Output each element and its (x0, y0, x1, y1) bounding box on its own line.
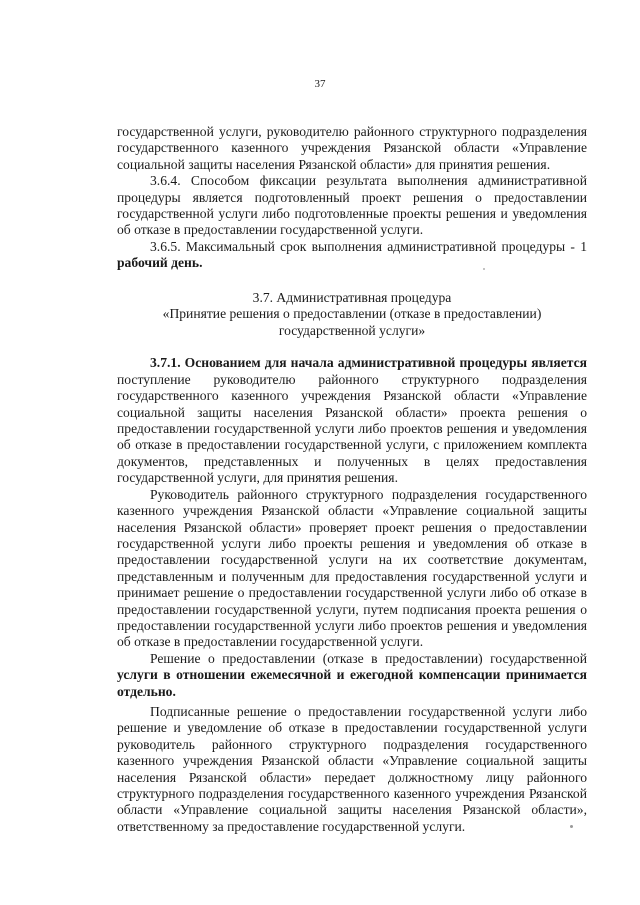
paragraph-3-7-1-text: поступление руководителю районного структурного подразделения государственного казенного учреждения Рязанской области «Управление социальной защиты населения Рязанской области» проекта решения о предоставлении государственной услуги либо проектов решения и уведомления об отказе в предоставлении государственной услуги, с приложением комплекта документов, представленных и полученных в целях предоставления государственной услуги, для принятия решения. (117, 371, 587, 486)
paragraph-signed-decision: Подписанные решение о предоставлении государственной услуги либо решение и уведомление об отказе в предоставлении государственной услуги руководитель районного структурного подразделения государственного казенного учреждения Рязанской области «Управление социальной защиты населения Рязанской области» передает должностному лицу районного структурного подразделения государственного казенного учреждения Рязанской области «Управление социальной защиты населения Рязанской области», ответственному за предоставление государственной услуги. (117, 703, 587, 834)
section-title-line-1: 3.7. Административная процедура (252, 289, 452, 305)
paragraph-3-6-5 (117, 239, 587, 272)
paragraph-decision (117, 651, 587, 700)
paragraph-continuation: государственной услуги, руководителю районного структурного подразделения государственного казенного учреждения Рязанской области «Управление социальной защиты населения Рязанской области» для принятия решения. (117, 124, 587, 172)
page-number: 37 (314, 78, 326, 90)
section-title-line-2: «Принятие решения о предоставлении (отказе в предоставлении) (162, 306, 542, 322)
scan-speck (483, 268, 485, 270)
paragraph-3-7-1-bold: 3.7.1. Основанием для начала административной процедуры является (150, 355, 587, 371)
paragraph-3-7-1 (117, 355, 587, 486)
paragraph-3-6-5-text: 3.6.5. Максимальный срок выполнения административной процедуры - 1 (150, 238, 587, 254)
scan-speck (570, 825, 573, 828)
paragraph-head-review: Руководитель районного структурного подразделения государственного казенного учреждения Рязанской области «Управление социальной защиты населения Рязанской области» проверяет проект решения о предоставлении государственной услуги либо проекты решения и уведомления об отказе в предоставлении государственной услуги на их соответствие документам, представленным и полученным для предоставления государственной услуги и принимает решение о предоставлении государственной услуги либо об отказе в предоставлении государственной услуги, путем подписания проекта решения о предоставлении государственной услуги либо проектов решения и уведомления об отказе в предоставлении государственной услуги. (117, 486, 587, 650)
paragraph-3-6-4: 3.6.4. Способом фиксации результата выполнения административной процедуры является подготовленный проект решения о предоставлении государственной услуги либо подготовленные проекты решения и уведомления об отказе в предоставлении государственной услуги. (117, 173, 587, 238)
document-body (117, 124, 587, 835)
paragraph-decision-bold: услуги в отношении ежемесячной и ежегодной компенсации принимается отдельно. (117, 667, 587, 699)
paragraph-3-6-5-bold: рабочий день. (117, 255, 203, 271)
section-title-line-3: государственной услуги» (278, 322, 426, 338)
section-title (117, 290, 587, 340)
paragraph-decision-text: Решение о предоставлении (отказе в предоставлении) государственной (150, 650, 587, 666)
